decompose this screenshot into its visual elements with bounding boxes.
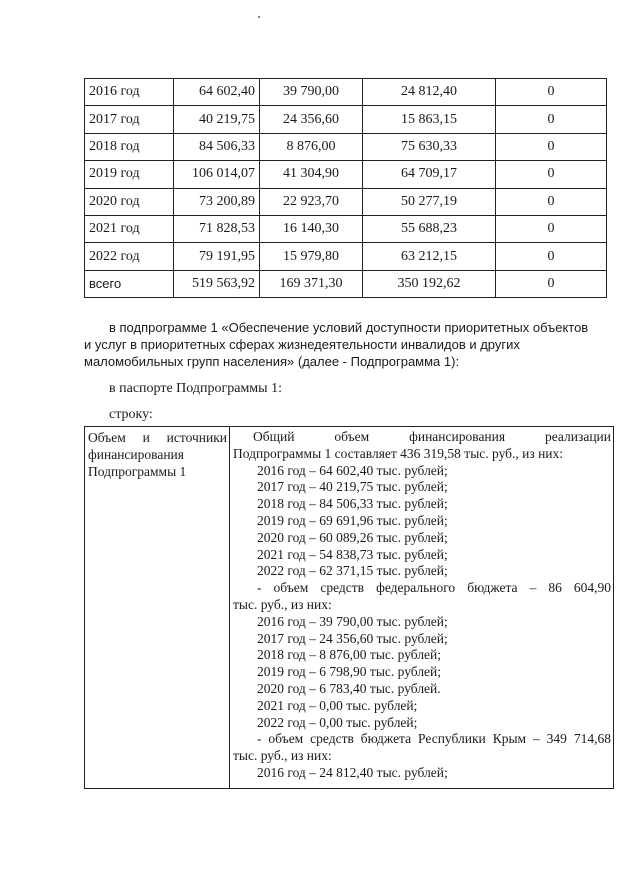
year-line: 2016 год – 24 812,40 тыс. рублей; — [257, 764, 448, 780]
total-cell: 84 506,33 — [174, 133, 260, 160]
year-line: 2017 год – 40 219,75 тыс. рублей; — [257, 479, 448, 495]
subprogram-para-line3: маломобильных групп населения» (далее - Подпрограмма 1): — [84, 354, 460, 369]
year-cell: 2016 год — [85, 79, 174, 106]
funding-table-body — [85, 79, 607, 298]
total-cell: 519 563,92 — [174, 270, 260, 297]
table-row — [85, 243, 607, 270]
crimea-cell: 64 709,17 — [363, 161, 496, 188]
federal-cell: 15 979,80 — [260, 243, 363, 270]
year-line: 2018 год – 8 876,00 тыс. рублей; — [257, 647, 442, 663]
year-cell: 2022 год — [85, 243, 174, 270]
total-cell: 40 219,75 — [174, 106, 260, 133]
table-row — [85, 188, 607, 215]
municipal-cell: 0 — [496, 79, 607, 106]
label-line: Объем и источники — [88, 430, 227, 445]
table-row — [85, 79, 607, 106]
federal-cell: 22 923,70 — [260, 188, 363, 215]
year-cell: 2018 год — [85, 133, 174, 160]
year-line: 2019 год – 6 798,90 тыс. рублей; — [257, 664, 442, 680]
municipal-cell: 0 — [496, 270, 607, 297]
crimea-line: тыс. руб., из них: — [233, 748, 332, 764]
year-line: 2016 год – 64 602,40 тыс. рублей; — [257, 462, 448, 478]
municipal-cell: 0 — [496, 106, 607, 133]
year-cell: 2017 год — [85, 106, 174, 133]
crimea-cell: 24 812,40 — [363, 79, 496, 106]
year-line: 2021 год – 54 838,73 тыс. рублей; — [257, 546, 448, 562]
year-line: 2019 год – 69 691,96 тыс. рублей; — [257, 512, 448, 528]
federal-cell: 24 356,60 — [260, 106, 363, 133]
municipal-cell: 0 — [496, 215, 607, 242]
table-row — [85, 133, 607, 160]
table-row — [85, 106, 607, 133]
row-heading: строку: — [109, 407, 153, 422]
year-line: 2022 год – 62 371,15 тыс. рублей; — [257, 563, 448, 579]
intro-line: Общий объем финансирования реализации — [253, 429, 611, 444]
passport-value-cell — [230, 427, 614, 789]
year-line: 2018 год – 84 506,33 тыс. рублей; — [257, 496, 448, 512]
table-row — [85, 215, 607, 242]
crimea-cell: 50 277,19 — [363, 188, 496, 215]
federal-cell: 41 304,90 — [260, 161, 363, 188]
table-row-total — [85, 270, 607, 297]
municipal-cell: 0 — [496, 161, 607, 188]
federal-cell: 16 140,30 — [260, 215, 363, 242]
federal-line: - объем средств федерального бюджета – 86 604,90 — [257, 580, 611, 596]
intro-line: Подпрограммы 1 составляет 436 319,58 тыс. руб., из них: — [233, 445, 564, 461]
year-line: 2016 год – 39 790,00 тыс. рублей; — [257, 613, 448, 629]
municipal-cell: 0 — [496, 188, 607, 215]
federal-line: тыс. руб., из них: — [233, 596, 332, 612]
funding-table — [84, 78, 607, 298]
label-line: Подпрограммы 1 — [88, 464, 187, 479]
total-cell: 79 191,95 — [174, 243, 260, 270]
total-cell: 73 200,89 — [174, 188, 260, 215]
year-line: 2021 год – 0,00 тыс. рублей; — [257, 697, 418, 713]
crimea-cell: 55 688,23 — [363, 215, 496, 242]
municipal-cell: 0 — [496, 133, 607, 160]
passport-row — [85, 427, 614, 789]
year-line: 2017 год – 24 356,60 тыс. рублей; — [257, 630, 448, 646]
subprogram-para-line2: и услуг в приоритетных сферах жизнедеятельности инвалидов и других — [84, 337, 520, 352]
total-cell: 106 014,07 — [174, 161, 260, 188]
year-line: 2020 год – 60 089,26 тыс. рублей; — [257, 529, 448, 545]
passport-heading: в паспорте Подпрограммы 1: — [109, 381, 282, 396]
federal-cell: 8 876,00 — [260, 133, 363, 160]
year-cell: 2019 год — [85, 161, 174, 188]
year-cell: всего — [85, 270, 174, 297]
passport-table — [84, 426, 614, 789]
federal-cell: 169 371,30 — [260, 270, 363, 297]
scan-speck — [258, 16, 260, 18]
passport-label-cell — [85, 427, 230, 789]
total-cell: 64 602,40 — [174, 79, 260, 106]
federal-cell: 39 790,00 — [260, 79, 363, 106]
crimea-cell: 15 863,15 — [363, 106, 496, 133]
crimea-cell: 75 630,33 — [363, 133, 496, 160]
year-cell: 2020 год — [85, 188, 174, 215]
municipal-cell: 0 — [496, 243, 607, 270]
year-cell: 2021 год — [85, 215, 174, 242]
table-row — [85, 161, 607, 188]
year-line: 2020 год – 6 783,40 тыс. рублей. — [257, 680, 441, 696]
total-cell: 71 828,53 — [174, 215, 260, 242]
year-line: 2022 год – 0,00 тыс. рублей; — [257, 714, 418, 730]
crimea-line: - объем средств бюджета Республики Крым – 349 714,68 — [257, 731, 611, 747]
subprogram-para-line1: в подпрограмме 1 «Обеспечение условий доступности приоритетных объектов — [109, 320, 589, 335]
crimea-cell: 350 192,62 — [363, 270, 496, 297]
crimea-cell: 63 212,15 — [363, 243, 496, 270]
label-line: финансирования — [88, 447, 184, 462]
